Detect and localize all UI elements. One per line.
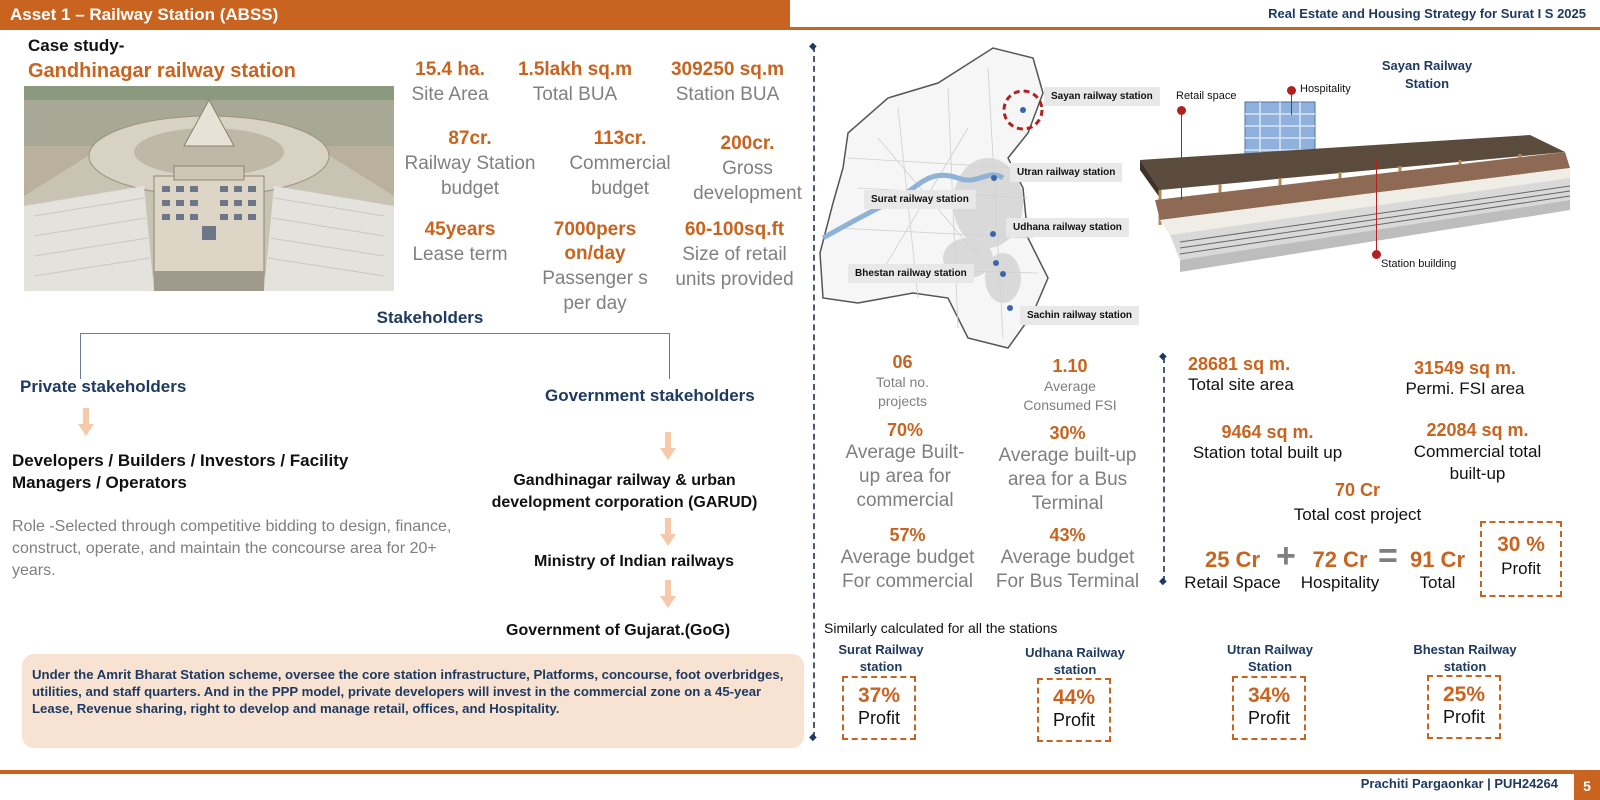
eq-hospitality: 72 Cr Hospitality	[1300, 547, 1380, 592]
stat-gross-development: 200cr. Gross development	[693, 133, 802, 204]
gov-garud: Gandhinagar railway & urban development corporation (GARUD)	[491, 472, 758, 511]
stat-total-bua: 1.5lakh sq.m Total BUA	[517, 59, 633, 105]
station-rendering	[1140, 90, 1580, 280]
diamond-icon: ◆	[1159, 351, 1167, 362]
render-label-sayan: Sayan Railway Station	[1381, 58, 1473, 91]
private-stakeholder-list: Developers / Builders / Investors / Facility Managers / Operators	[12, 451, 349, 492]
slide-subtitle: Real Estate and Housing Strategy for Surat I S 2025	[1268, 6, 1586, 21]
leader-line	[1376, 160, 1377, 252]
plus-icon: +	[1276, 537, 1296, 575]
stat-station-bua: 309250 sq.m Station BUA	[670, 59, 785, 105]
sayan-fsi-area: 31549 sq m. Permi. FSI area	[1405, 358, 1525, 398]
render-label-retail: Retail space	[1176, 90, 1237, 102]
render-label-station-building: Station building	[1381, 258, 1457, 270]
stat-lease-term: 45years Lease term	[412, 219, 508, 265]
station-name-surat: Surat Railway station	[838, 642, 924, 674]
diamond-icon: ◆	[809, 732, 817, 743]
map-label-surat: Surat railway station	[864, 190, 976, 209]
note-box	[22, 654, 804, 748]
note-text: Under the Amrit Bharat Station scheme, oversee the core station infrastructure, Platforms, concourse, foot overbridges, utilities, and staff quarters. And in the PPP model, private developers will invest in the commercial zone on a 45-year Lease, Revenue sharing, right to develop and manage retail, offices, and Hospitality.	[32, 667, 784, 716]
similar-note: Similarly calculated for all the stations	[824, 620, 1058, 636]
slide-title: Asset 1 – Railway Station (ABSS)	[0, 0, 790, 30]
gov-gujarat: Government of Gujarat.(GoG)	[506, 622, 731, 639]
gov-ministry: Ministry of Indian railways	[534, 553, 735, 570]
eq-total: 91 Cr Total	[1409, 547, 1466, 592]
station-profit-utran: 34% Profit	[1232, 676, 1306, 740]
map-label-utran: Utran railway station	[1010, 163, 1122, 182]
stakeholders-title: Stakeholders	[376, 308, 484, 327]
station-name-udhana: Udhana Railway station	[1025, 645, 1125, 677]
diamond-icon: ◆	[809, 41, 817, 52]
leader-line	[1291, 95, 1292, 115]
eq-profit-box: 30 % Profit	[1480, 521, 1562, 597]
down-arrow-icon	[660, 432, 676, 462]
leader-dot	[1372, 250, 1381, 259]
station-name-utran: Utran Railway Station	[1227, 642, 1313, 674]
down-arrow-icon	[78, 408, 94, 438]
stat-railway-budget: 87cr. Railway Station budget	[404, 128, 536, 199]
summary-commercial-builtup: 70% Average Built-up area for commercial	[845, 420, 965, 511]
station-profit-surat: 37% Profit	[842, 676, 916, 740]
case-study-label: Case study-	[28, 36, 125, 55]
station-name-bhestan: Bhestan Railway station	[1413, 642, 1517, 674]
private-role-text: Role -Selected through competitive bidding to design, finance, construct, operate, and maintain the concourse area for 20+ years.	[12, 518, 452, 579]
footer-author: Prachiti Pargaonkar | PUH24264	[1360, 776, 1558, 791]
summary-total-projects: 06 Total no. projects	[876, 352, 929, 409]
stat-passengers: 7000pers on/day Passenger s per day	[542, 219, 648, 314]
footer-rule	[0, 770, 1600, 774]
map-label-sachin: Sachin railway station	[1020, 306, 1139, 325]
sayan-site-area: 28681 sq m. Total site area	[1188, 354, 1294, 394]
down-arrow-icon	[660, 580, 676, 610]
section-divider	[1163, 357, 1165, 582]
summary-commercial-budget: 57% Average budget For commercial	[840, 525, 975, 592]
render-label-hospitality: Hospitality	[1300, 83, 1351, 95]
case-study-name: Gandhinagar railway station	[28, 60, 296, 82]
sayan-station-builtup: 9464 sq m. Station total built up	[1192, 422, 1343, 462]
summary-bus-budget: 43% Average budget For Bus Terminal	[995, 525, 1140, 592]
stakeholder-bracket	[80, 333, 670, 379]
station-profit-bhestan: 25% Profit	[1427, 675, 1501, 739]
column-divider	[813, 46, 815, 738]
stat-commercial-budget: 113cr. Commercial budget	[569, 128, 671, 199]
map-label-bhestan: Bhestan railway station	[848, 264, 974, 283]
station-photo	[24, 86, 394, 291]
government-stakeholders-heading: Government stakeholders	[545, 386, 755, 405]
header-rule	[790, 27, 1600, 30]
sayan-total-cost: 70 Cr Total cost project	[1293, 480, 1422, 524]
private-stakeholders-heading: Private stakeholders	[20, 377, 187, 396]
leader-line	[1181, 112, 1182, 200]
map-label-sayan: Sayan railway station	[1044, 87, 1160, 106]
stat-site-area: 15.4 ha. Site Area	[411, 59, 489, 105]
stat-retail-units: 60-100sq.ft Size of retail units provided	[675, 219, 794, 290]
diamond-icon: ◆	[1159, 576, 1167, 587]
station-profit-udhana: 44% Profit	[1037, 678, 1111, 742]
summary-avg-fsi: 1.10 Average Consumed FSI	[1023, 356, 1117, 413]
leader-dot	[1177, 106, 1186, 115]
summary-bus-builtup: 30% Average built-up area for a Bus Terminal	[998, 423, 1137, 514]
map-label-udhana: Udhana railway station	[1006, 218, 1129, 237]
equals-icon: =	[1378, 537, 1398, 575]
sayan-commercial-builtup: 22084 sq m. Commercial total built-up	[1413, 420, 1542, 483]
eq-retail: 25 Cr Retail Space	[1184, 547, 1281, 592]
page-number: 5	[1574, 772, 1600, 800]
down-arrow-icon	[660, 518, 676, 548]
leader-dot	[1287, 86, 1296, 95]
